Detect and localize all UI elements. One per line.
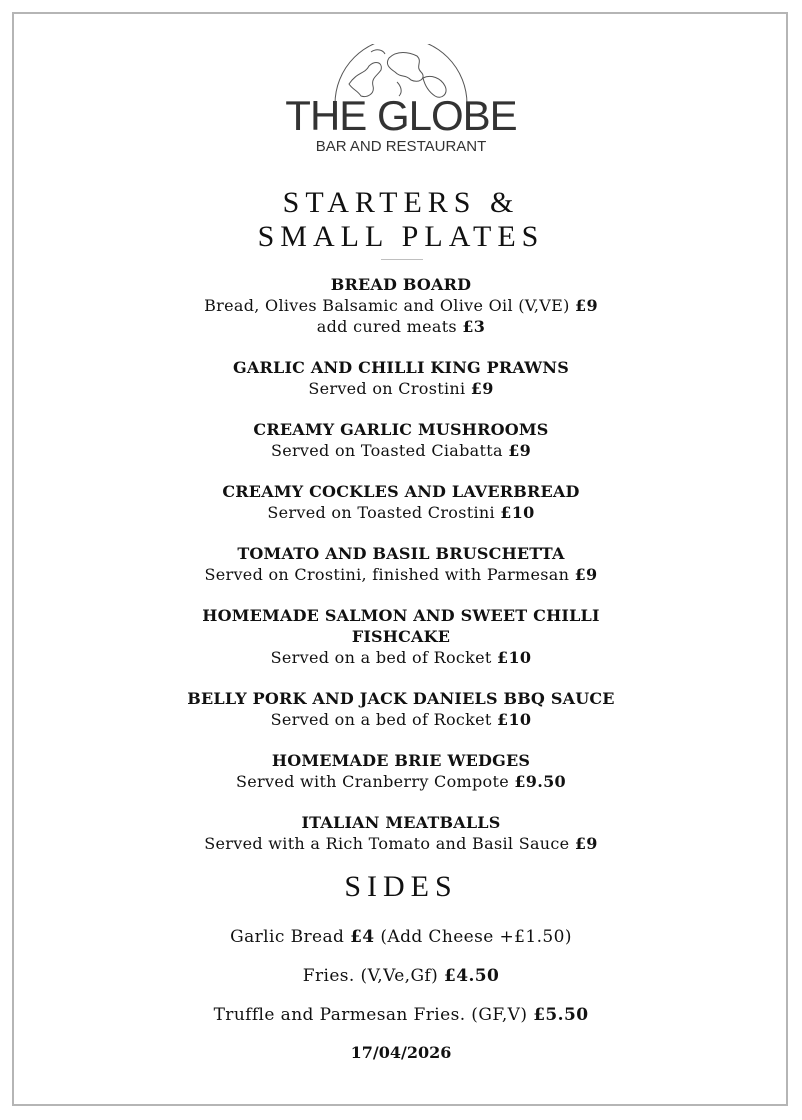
side-price: £5.50 bbox=[533, 1005, 589, 1025]
item-name: BELLY PORK AND JACK DANIELS BBQ SAUCE bbox=[187, 689, 615, 708]
item-name: CREAMY COCKLES AND LAVERBREAD bbox=[222, 482, 580, 501]
starters-heading-line1: STARTERS & bbox=[282, 186, 520, 219]
menu-date: 17/04/2026 bbox=[350, 1043, 452, 1062]
item-price: £10 bbox=[500, 503, 535, 522]
item-extra bbox=[0, 316, 802, 337]
item-name: GARLIC AND CHILLI KING PRAWNS bbox=[233, 358, 569, 377]
starters-heading-line2: SMALL PLATES bbox=[257, 220, 545, 253]
item-price: £9 bbox=[574, 834, 598, 853]
side-price: £4.50 bbox=[443, 966, 500, 986]
item-description bbox=[0, 647, 802, 668]
heading-divider bbox=[381, 259, 423, 260]
item-desc-text: Served on a bed of Rocket bbox=[270, 710, 492, 729]
item-price: £9.50 bbox=[514, 772, 566, 791]
item-desc-text: Served with a Rich Tomato and Basil Sauce bbox=[204, 834, 570, 853]
logo-name: THE GLOBE bbox=[285, 92, 517, 139]
item-description bbox=[0, 771, 802, 792]
item-name: HOMEMADE SALMON AND SWEET CHILLI FISHCAKE bbox=[202, 606, 600, 646]
menu-item bbox=[0, 481, 802, 523]
item-name: CREAMY GARLIC MUSHROOMS bbox=[253, 420, 549, 439]
item-price: £9 bbox=[470, 379, 494, 398]
item-desc-text: Served on Toasted Crostini bbox=[267, 503, 495, 522]
item-desc-text: Served with Cranberry Compote bbox=[236, 772, 509, 791]
menu-item bbox=[0, 543, 802, 585]
menu-item bbox=[0, 274, 802, 337]
item-price: £9 bbox=[574, 565, 598, 584]
item-price: £10 bbox=[497, 710, 532, 729]
side-price: £4 bbox=[350, 927, 375, 947]
item-name: BREAD BOARD bbox=[330, 275, 472, 294]
item-description bbox=[0, 378, 802, 399]
side-item bbox=[0, 925, 802, 949]
side-name: Truffle and Parmesan Fries. (GF,V) bbox=[213, 1005, 528, 1025]
item-extra-price: £3 bbox=[462, 317, 486, 336]
menu-item bbox=[0, 357, 802, 399]
item-desc-text: Served on Crostini bbox=[308, 379, 466, 398]
restaurant-logo bbox=[0, 38, 802, 160]
item-desc-text: Served on Toasted Ciabatta bbox=[270, 441, 503, 460]
menu-item bbox=[0, 750, 802, 792]
logo-subtitle: BAR AND RESTAURANT bbox=[315, 138, 487, 155]
item-description bbox=[0, 502, 802, 523]
side-item bbox=[0, 1003, 802, 1027]
item-description bbox=[0, 295, 802, 316]
item-description bbox=[0, 564, 802, 585]
item-description bbox=[0, 709, 802, 730]
menu-item bbox=[0, 688, 802, 730]
item-price: £9 bbox=[575, 296, 598, 315]
side-name: Fries. (V,Ve,Gf) bbox=[302, 966, 439, 986]
item-name: TOMATO AND BASIL BRUSCHETTA bbox=[237, 544, 565, 563]
menu-item bbox=[0, 605, 802, 668]
side-item bbox=[0, 964, 802, 988]
starters-list bbox=[0, 274, 802, 874]
item-description bbox=[0, 833, 802, 854]
item-desc-text: Bread, Olives Balsamic and Olive Oil (V,VE) bbox=[204, 296, 570, 315]
menu-item bbox=[0, 419, 802, 461]
item-extra-text: add cured meats bbox=[316, 317, 457, 336]
side-note: (Add Cheese +£1.50) bbox=[380, 927, 572, 947]
item-name: ITALIAN MEATBALLS bbox=[301, 813, 501, 832]
side-name: Garlic Bread bbox=[230, 927, 345, 947]
item-price: £10 bbox=[497, 648, 532, 667]
sides-heading: SIDES bbox=[344, 870, 458, 903]
item-description bbox=[0, 440, 802, 461]
item-desc-text: Served on Crostini, finished with Parmesan bbox=[204, 565, 570, 584]
item-price: £9 bbox=[508, 441, 532, 460]
sides-list bbox=[0, 925, 802, 1042]
item-desc-text: Served on a bed of Rocket bbox=[270, 648, 492, 667]
menu-item bbox=[0, 812, 802, 854]
item-name: HOMEMADE BRIE WEDGES bbox=[271, 751, 531, 770]
